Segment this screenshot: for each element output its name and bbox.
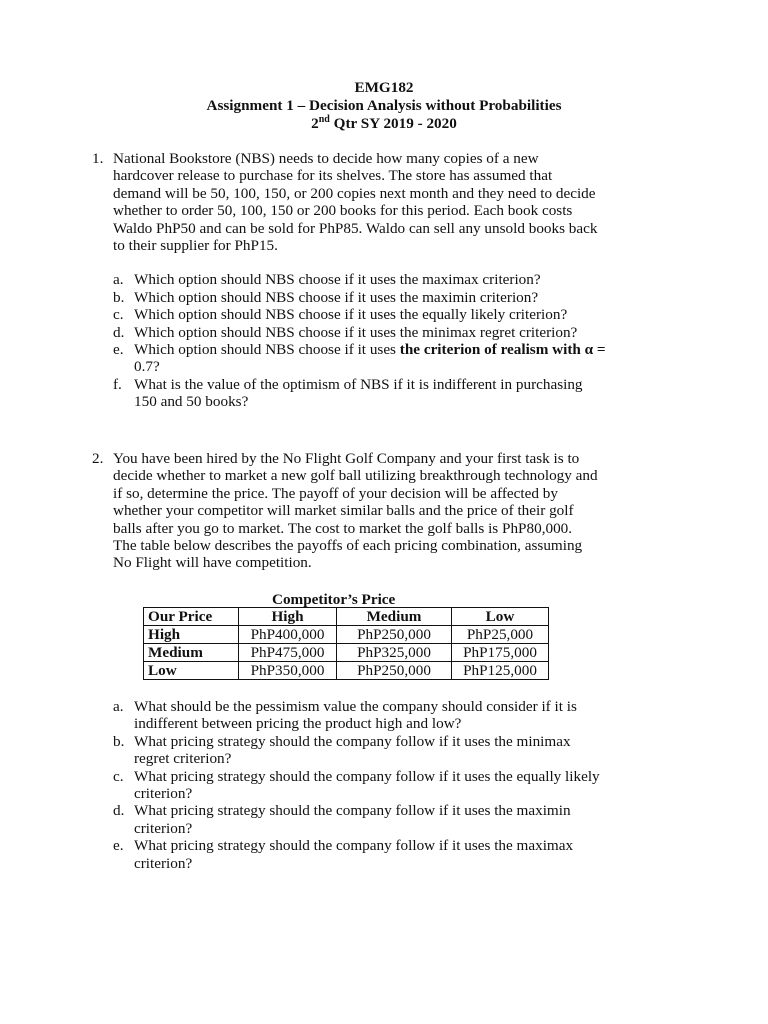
column-header: Our Price — [144, 608, 239, 626]
sub-question: d. Which option should NBS choose if it uses the minimax regret criterion? — [113, 323, 578, 341]
term-line: 2nd Qtr SY 2019 - 2020 — [311, 113, 457, 132]
sub-question: b. What pricing strategy should the company follow if it uses the minimax regret criterion? — [113, 732, 571, 768]
table-header-row — [144, 608, 549, 626]
question-1 — [92, 150, 692, 411]
table-caption: Competitor’s Price — [272, 591, 396, 608]
column-header: Low — [452, 608, 549, 626]
table-cell: PhP250,000 — [337, 626, 452, 644]
row-label: Low — [144, 662, 239, 680]
row-label: High — [144, 626, 239, 644]
sub-question: a. Which option should NBS choose if it uses the maximax criterion? — [113, 271, 541, 289]
sub-question: c. Which option should NBS choose if it uses the equally likely criterion? — [113, 306, 568, 324]
question-number: 1. — [92, 150, 104, 167]
sub-question: e. Which option should NBS choose if it uses the criterion of realism with α = 0.7? — [113, 341, 606, 376]
sub-question: b. Which option should NBS choose if it uses the maximin criterion? — [113, 288, 539, 306]
sub-question: f. What is the value of the optimism of NBS if it is indifferent in purchasing 150 and 50 books? — [113, 375, 583, 411]
question-number: 2. — [92, 450, 104, 467]
question-1-text: National Bookstore (NBS) needs to decide how many copies of a new hardcover release to purchase for its shelves. The store has assumed that demand will be 50, 100, 150, or 200 copies next month and they need to decide whether to order 50, 100, 150 or 200 books for this period. Each book costs Waldo PhP50 and can be sold for PhP85. Waldo can sell any unsold books back to their supplier for PhP15. — [113, 150, 598, 255]
row-label: Medium — [144, 644, 239, 662]
table-cell: PhP125,000 — [452, 662, 549, 680]
question-2-text: You have been hired by the No Flight Golf Company and your first task is to decide whether to market a new golf ball utilizing breakthrough technology and if so, determine the price. The payoff of your decision will be affected by whether your competitor will market similar balls and the price of their golf balls after you go to market. The cost to market the golf balls is PhP80,000. The table below describes the payoffs of each pricing combination, assuming No Flight will have competition. — [113, 450, 598, 572]
table-row — [144, 626, 549, 644]
question-2 — [92, 450, 692, 572]
table-cell: PhP475,000 — [239, 644, 337, 662]
table-cell: PhP175,000 — [452, 644, 549, 662]
sub-question: c. What pricing strategy should the company follow if it uses the equally likely criterion? — [113, 767, 600, 803]
sub-question: a. What should be the pessimism value the company should consider if it is indifferent between pricing the product high and low? — [113, 698, 577, 733]
question-2-subquestions — [92, 698, 692, 872]
table-cell: PhP325,000 — [337, 644, 452, 662]
column-header: Medium — [337, 608, 452, 626]
table-cell: PhP250,000 — [337, 662, 452, 680]
table-row — [144, 662, 549, 680]
table-row — [144, 644, 549, 662]
table-cell: PhP400,000 — [239, 626, 337, 644]
payoff-table — [143, 607, 549, 680]
column-header: High — [239, 608, 337, 626]
course-code: EMG182 — [354, 79, 414, 96]
assignment-title: Assignment 1 – Decision Analysis without Probabilities — [206, 97, 562, 114]
table-cell: PhP350,000 — [239, 662, 337, 680]
sub-question: d. What pricing strategy should the company follow if it uses the maximin criterion? — [113, 802, 571, 837]
sub-question: e. What pricing strategy should the company follow if it uses the maximax criterion? — [113, 837, 574, 872]
document-header — [0, 79, 768, 133]
table-cell: PhP25,000 — [452, 626, 549, 644]
